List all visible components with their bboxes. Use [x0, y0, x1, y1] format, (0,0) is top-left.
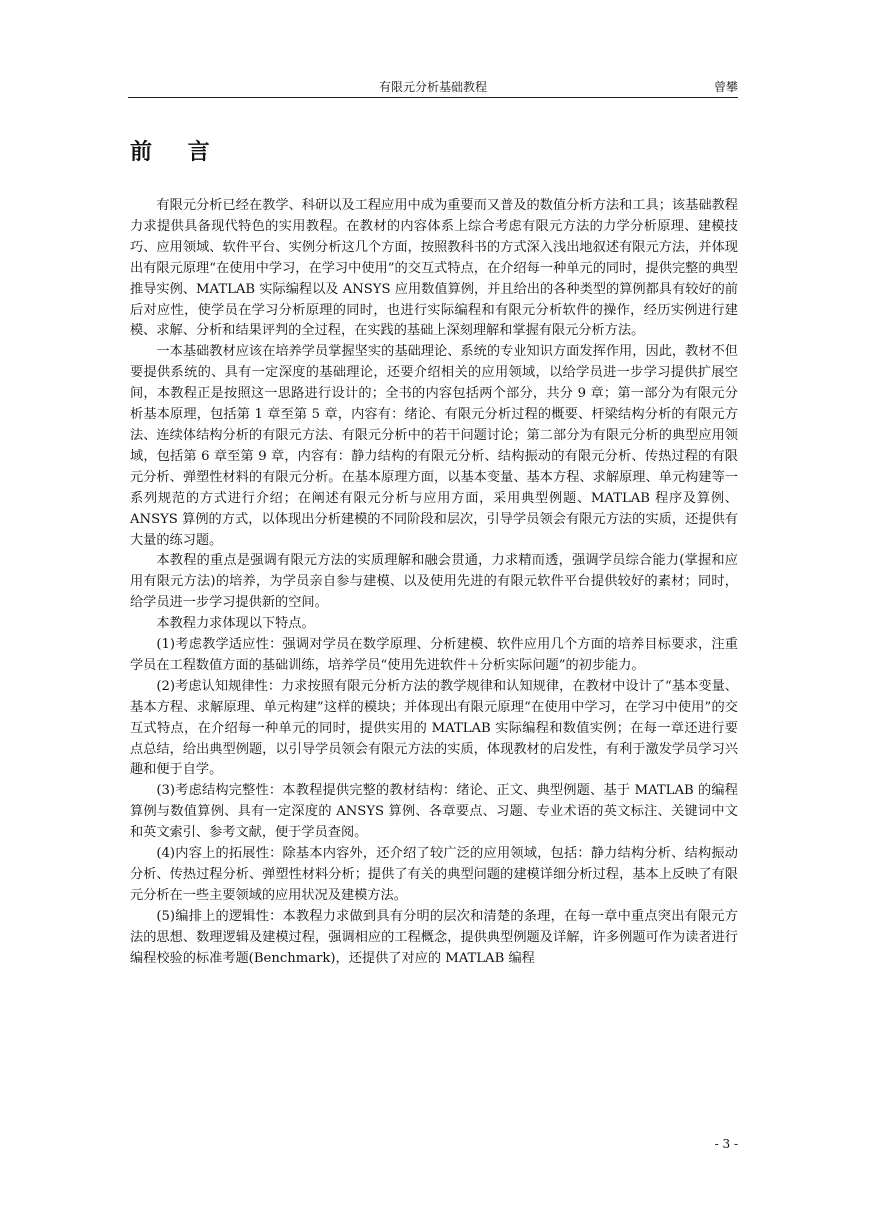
paragraph: (5)编排上的逻辑性：本教程力求做到具有分明的层次和清楚的条理，在每一章中重点突出有限元方法的思想、数理逻辑及建模过程，强调相应的工程概念，提供典型例题及详解，许多例题可作为读者进行编程校验的标准考题(Benchmark)，还提供了对应的 MATLAB 编程 [130, 908, 738, 966]
paragraph: 有限元分析已经在教学、科研以及工程应用中成为重要而又普及的数值分析方法和工具；该基础教程力求提供具备现代特色的实用教程。在教材的内容体系上综合考虑有限元方法的力学分析原理、建模技巧、应用领域、软件平台、实例分析这几个方面，按照教科书的方式深入浅出地叙述有限元方法，并体现出有限元原理“在使用中学习，在学习中使用”的交互式特点，在介绍每一种单元的同时，提供完整的典型推导实例、MATLAB 实际编程以及 ANSYS 应用数值算例，并且给出的各种类型的算例都具有较好的前后对应性，使学员在学习分析原理的同时，也进行实际编程和有限元分析软件的操作，经历实例进行建模、求解、分析和结果评判的全过程，在实践的基础上深刻理解和掌握有限元分析方法。 [130, 198, 738, 339]
body-text [130, 196, 738, 970]
paragraph: (1)考虑教学适应性：强调对学员在数学原理、分析建模、软件应用几个方面的培养目标要求，注重学员在工程数值方面的基础训练，培养学员“使用先进软件＋分析实际问题”的初步能力。 [130, 637, 738, 673]
header-book-title: 有限元分析基础教程 [378, 80, 487, 94]
paragraph: 本教程的重点是强调有限元方法的实质理解和融会贯通，力求精而透，强调学员综合能力(掌握和应用有限元方法)的培养，为学员亲自参与建模、以及使用先进的有限元软件平台提供较好的素材；同时，给学员进一步学习提供新的空间。 [130, 553, 738, 611]
paragraph: (3)考虑结构完整性：本教程提供完整的教材结构：绪论、正文、典型例题、基于 MATLAB 的编程算例与数值算例、具有一定深度的 ANSYS 算例、各章要点、习题、专业术语的英文标注、关键词中文和英文索引、参考文献，便于学员查阅。 [130, 783, 738, 841]
paragraph: 本教程力求体现以下特点。 [156, 616, 315, 632]
page-number: - 3 - [714, 1137, 738, 1151]
paragraph: 一本基础教材应该在培养学员掌握坚实的基础理论、系统的专业知识方面发挥作用，因此，教材不但要提供系统的、具有一定深度的基础理论，还要介绍相关的应用领域，以给学员进一步学习提供扩展空间，本教程正是按照这一思路进行设计的；全书的内容包括两个部分，共分 9 章；第一部分为有限元分析基本原理，包括第 1 章至第 5 章，内容有：绪论、有限元分析过程的概要、杆梁结构分析的有限元方法、连续体结构分析的有限元方法、有限元分析中的若干问题讨论；第二部分为有限元分析的典型应用领域，包括第 6 章至第 9 章，内容有：静力结构的有限元分析、结构振动的有限元分析、传热过程的有限元分析、弹塑性材料的有限元分析。在基本原理方面，以基本变量、基本方程、求解原理、单元构建等一系列规范的方式进行介绍；在阐述有限元分析与应用方面，采用典型例题、MATLAB 程序及算例、ANSYS 算例的方式，以体现出分析建模的不同阶段和层次，引导学员领会有限元方法的实质，还提供有大量的练习题。 [130, 344, 738, 548]
header-author: 曾攀 [713, 80, 738, 94]
page-title: 前 言 [130, 139, 224, 165]
running-header [128, 79, 738, 95]
paragraph: (2)考虑认知规律性：力求按照有限元分析方法的教学规律和认知规律，在教材中设计了“基本变量、基本方程、求解原理、单元构建”这样的模块；并体现出有限元原理“在使用中学习，在学习中使用”的交互式特点，在介绍每一种单元的同时，提供实用的 MATLAB 实际编程和数值实例；在每一章还进行要点总结，给出典型例题，以引导学员领会有限元方法的实质，体现教材的启发性，有利于激发学员学习兴趣和便于自学。 [130, 678, 738, 778]
header-rule [128, 97, 738, 98]
paragraph: (4)内容上的拓展性：除基本内容外，还介绍了较广泛的应用领域，包括：静力结构分析、结构振动分析、传热过程分析、弹塑性材料分析；提供了有关的典型问题的建模详细分析过程，基本上反映了有限元分析在一些主要领域的应用状况及建模方法。 [130, 846, 738, 903]
